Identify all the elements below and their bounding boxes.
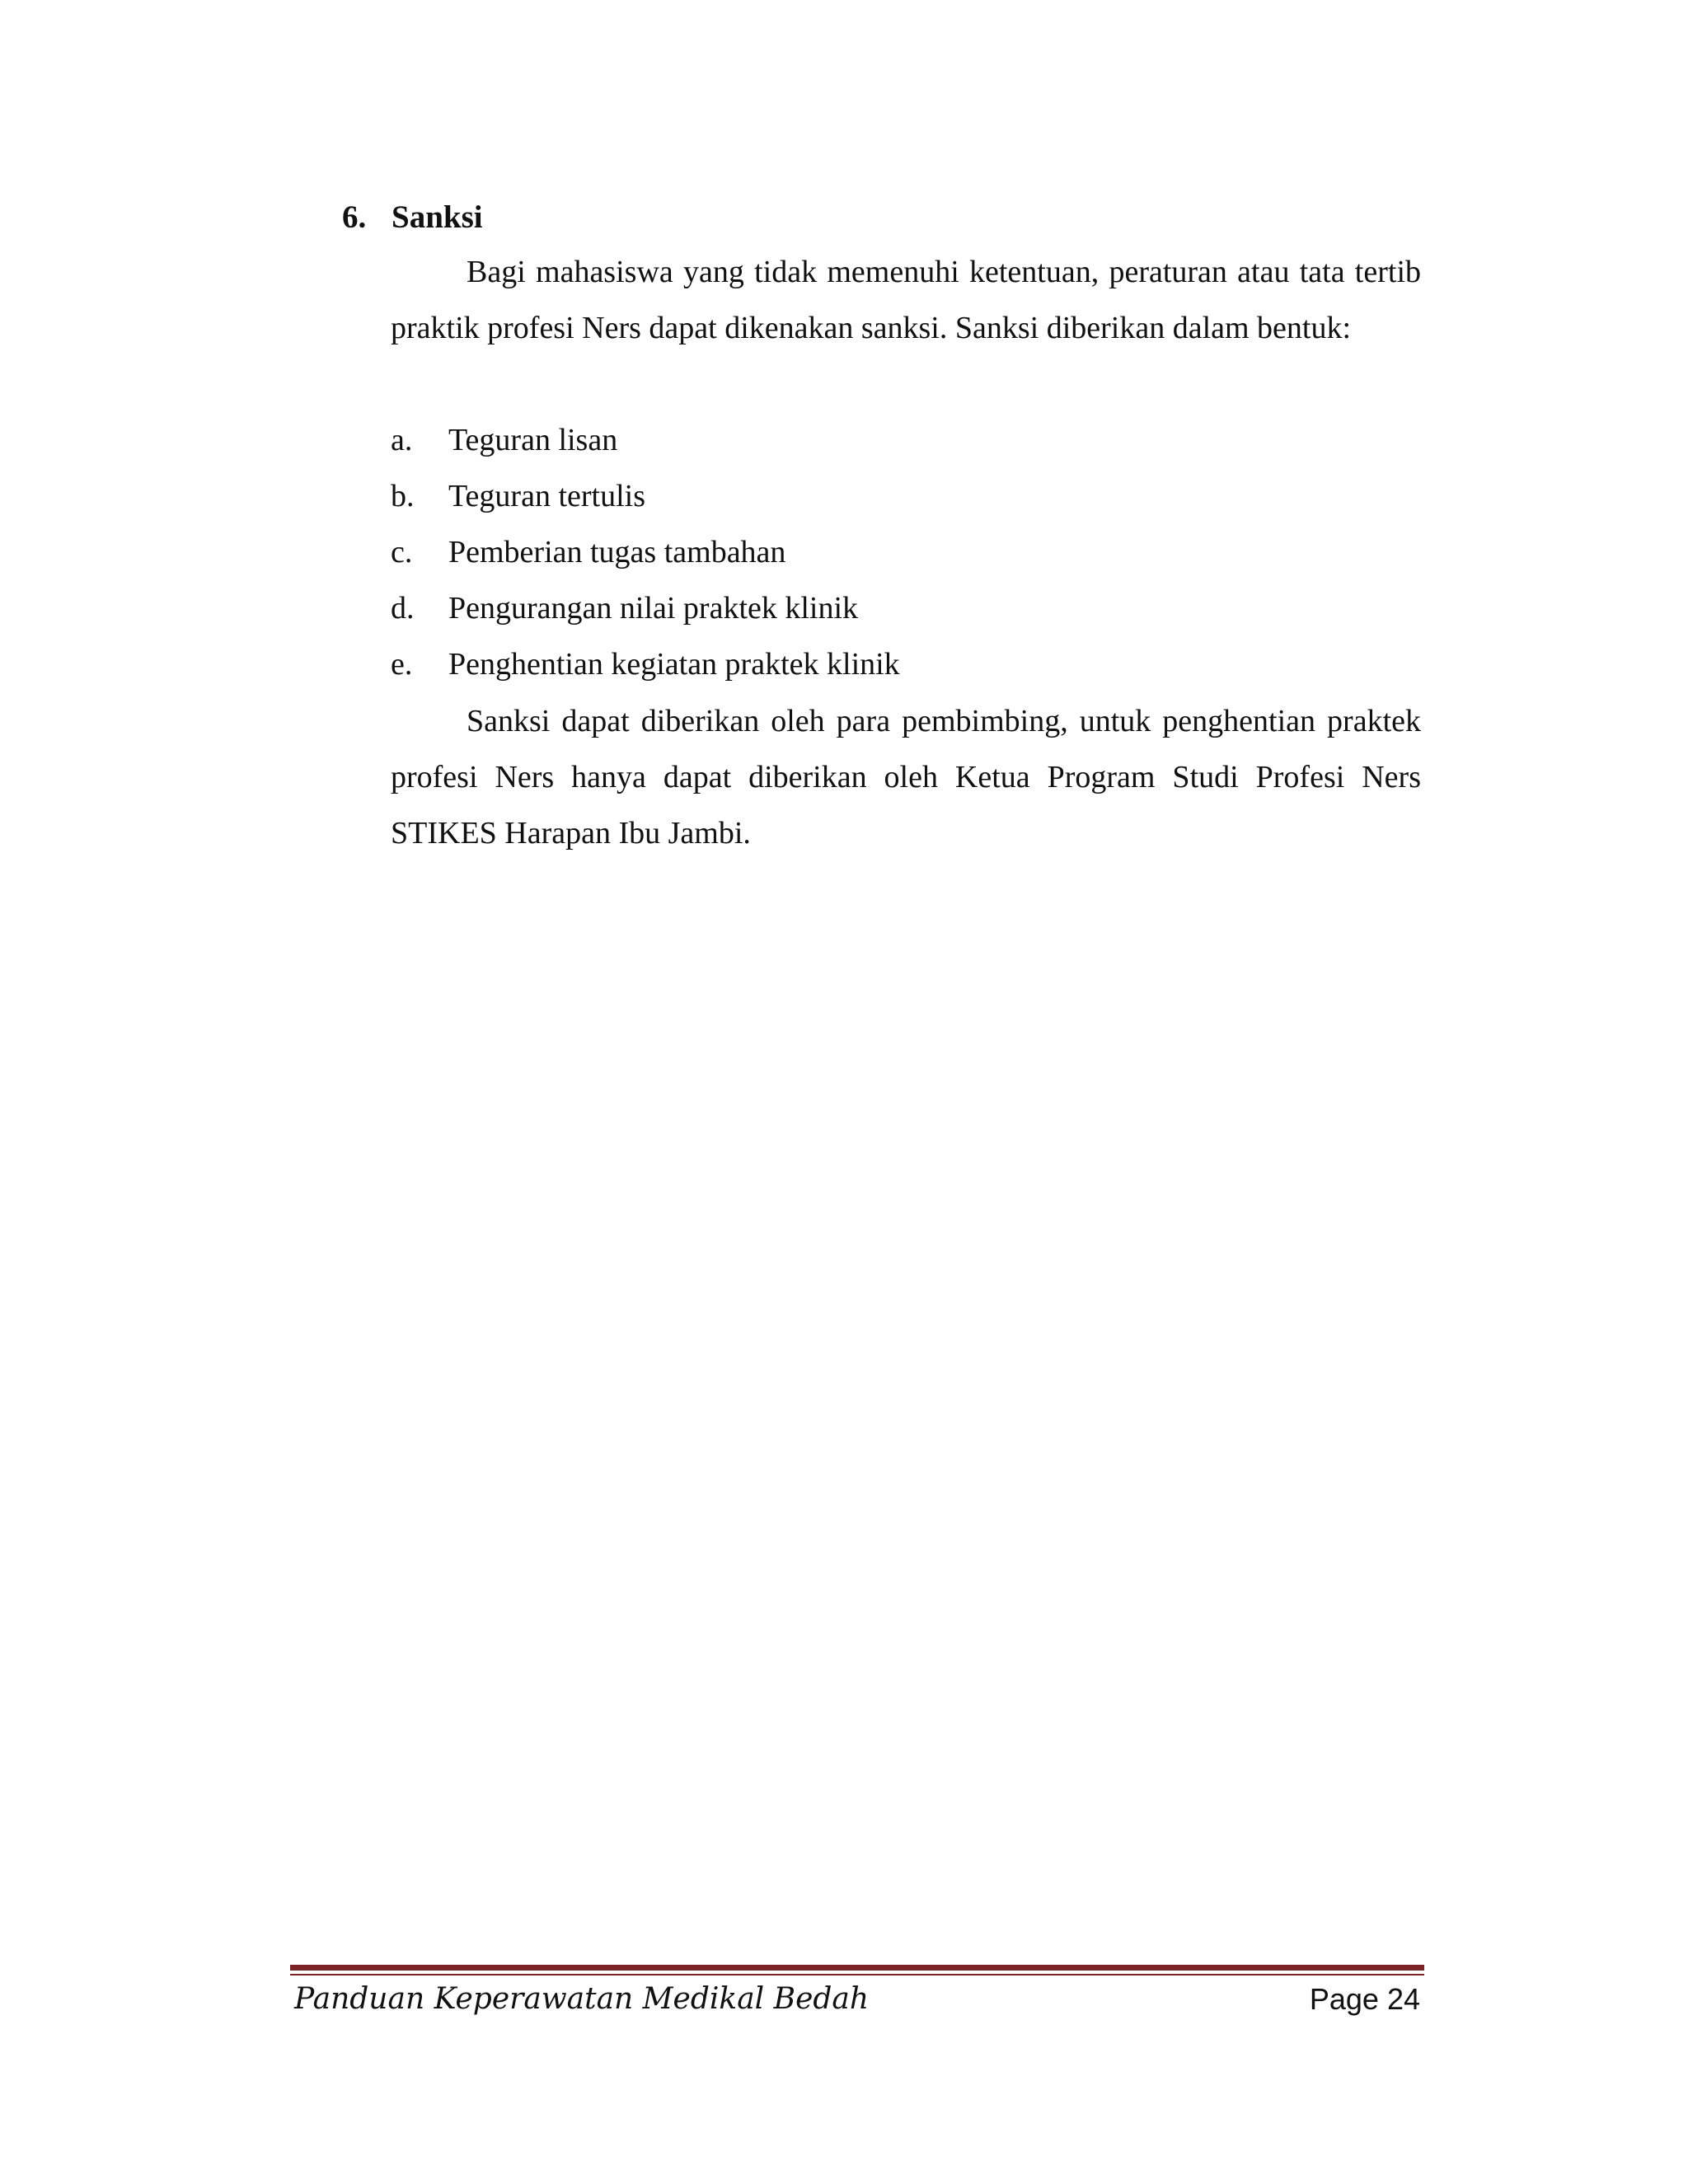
section-title: Sanksi: [392, 199, 483, 235]
list-marker: a.: [391, 423, 413, 457]
list-marker: e.: [391, 647, 413, 682]
list-item-text: Teguran lisan: [448, 423, 618, 457]
intro-paragraph-block: [391, 244, 1421, 356]
list-marker: c.: [391, 535, 413, 569]
list-item-text: Penghentian kegiatan praktek klinik: [448, 647, 900, 682]
list-item: [391, 580, 1421, 636]
list-item: [391, 468, 1421, 524]
intro-paragraph: Bagi mahasiswa yang tidak memenuhi ketentuan, peraturan atau tata tertib praktik profesi Ners dapat dikenakan sanksi. Sanksi diberikan dalam bentuk:: [391, 255, 1421, 345]
list-item-text: Pengurangan nilai praktek klinik: [448, 591, 859, 626]
closing-paragraph-block: [391, 693, 1421, 861]
list-item: [391, 524, 1421, 580]
list-marker: b.: [391, 479, 415, 513]
list-marker: d.: [391, 591, 415, 626]
list-item: [391, 636, 1421, 692]
list-item-text: Pemberian tugas tambahan: [448, 535, 786, 569]
footer-divider-thin: [290, 1974, 1424, 1975]
closing-paragraph: Sanksi dapat diberikan oleh para pembimbing, untuk penghentian praktek profesi Ners hanya dapat diberikan oleh Ketua Program Studi Profesi Ners STIKES Harapan Ibu Jambi.: [391, 704, 1421, 851]
list-item-text: Teguran tertulis: [448, 479, 645, 513]
footer-page-number: Page 24: [1309, 1982, 1420, 2016]
footer-divider-thick: [290, 1965, 1424, 1971]
list-item: [391, 412, 1421, 468]
footer-document-title: Panduan Keperawatan Medikal Bedah: [294, 1982, 870, 2016]
section-number: 6.: [342, 199, 367, 235]
sanction-list: [391, 412, 1421, 692]
section-heading: [342, 194, 483, 241]
